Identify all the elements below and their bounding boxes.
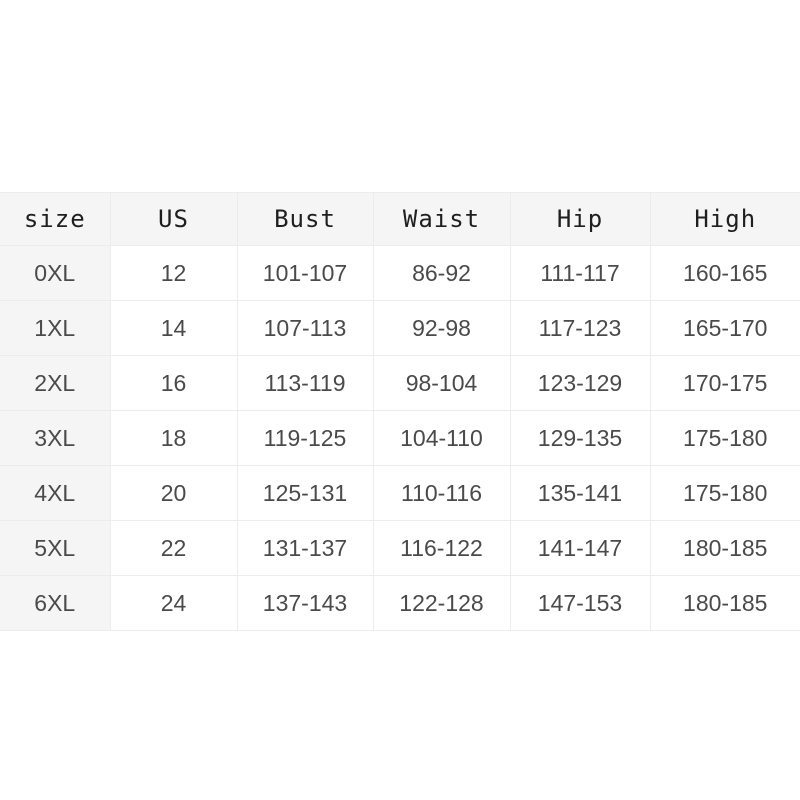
table-row-1xl	[0, 301, 800, 356]
cell-bust: 119-125	[237, 411, 373, 466]
cell-high: 160-165	[650, 246, 800, 301]
cell-high: 175-180	[650, 411, 800, 466]
cell-high: 170-175	[650, 356, 800, 411]
column-header-us: US	[110, 193, 237, 246]
cell-hip: 141-147	[510, 521, 650, 576]
table-row-4xl	[0, 466, 800, 521]
size-chart-body	[0, 246, 800, 631]
size-chart-header	[0, 193, 800, 246]
cell-hip: 117-123	[510, 301, 650, 356]
table-row-3xl	[0, 411, 800, 466]
size-chart-table	[0, 192, 800, 631]
table-row-5xl	[0, 521, 800, 576]
column-header-size: size	[0, 193, 110, 246]
cell-us: 14	[110, 301, 237, 356]
size-chart	[0, 192, 800, 631]
row-header-size: 1XL	[0, 301, 110, 356]
cell-waist: 116-122	[373, 521, 510, 576]
cell-bust: 113-119	[237, 356, 373, 411]
cell-waist: 104-110	[373, 411, 510, 466]
cell-hip: 123-129	[510, 356, 650, 411]
cell-high: 180-185	[650, 576, 800, 631]
row-header-size: 4XL	[0, 466, 110, 521]
row-header-size: 5XL	[0, 521, 110, 576]
table-row-6xl	[0, 576, 800, 631]
cell-bust: 137-143	[237, 576, 373, 631]
row-header-size: 3XL	[0, 411, 110, 466]
column-header-hip: Hip	[510, 193, 650, 246]
cell-hip: 147-153	[510, 576, 650, 631]
cell-us: 12	[110, 246, 237, 301]
row-header-size: 0XL	[0, 246, 110, 301]
cell-high: 175-180	[650, 466, 800, 521]
cell-bust: 125-131	[237, 466, 373, 521]
cell-us: 18	[110, 411, 237, 466]
cell-bust: 131-137	[237, 521, 373, 576]
column-header-bust: Bust	[237, 193, 373, 246]
cell-us: 24	[110, 576, 237, 631]
cell-bust: 107-113	[237, 301, 373, 356]
cell-us: 16	[110, 356, 237, 411]
cell-waist: 86-92	[373, 246, 510, 301]
cell-waist: 98-104	[373, 356, 510, 411]
cell-us: 20	[110, 466, 237, 521]
cell-hip: 111-117	[510, 246, 650, 301]
column-header-waist: Waist	[373, 193, 510, 246]
cell-hip: 129-135	[510, 411, 650, 466]
row-header-size: 2XL	[0, 356, 110, 411]
column-header-high: High	[650, 193, 800, 246]
cell-waist: 110-116	[373, 466, 510, 521]
header-row	[0, 193, 800, 246]
cell-waist: 122-128	[373, 576, 510, 631]
cell-high: 180-185	[650, 521, 800, 576]
cell-high: 165-170	[650, 301, 800, 356]
cell-waist: 92-98	[373, 301, 510, 356]
cell-bust: 101-107	[237, 246, 373, 301]
cell-hip: 135-141	[510, 466, 650, 521]
table-row-2xl	[0, 356, 800, 411]
cell-us: 22	[110, 521, 237, 576]
row-header-size: 6XL	[0, 576, 110, 631]
table-row-0xl	[0, 246, 800, 301]
